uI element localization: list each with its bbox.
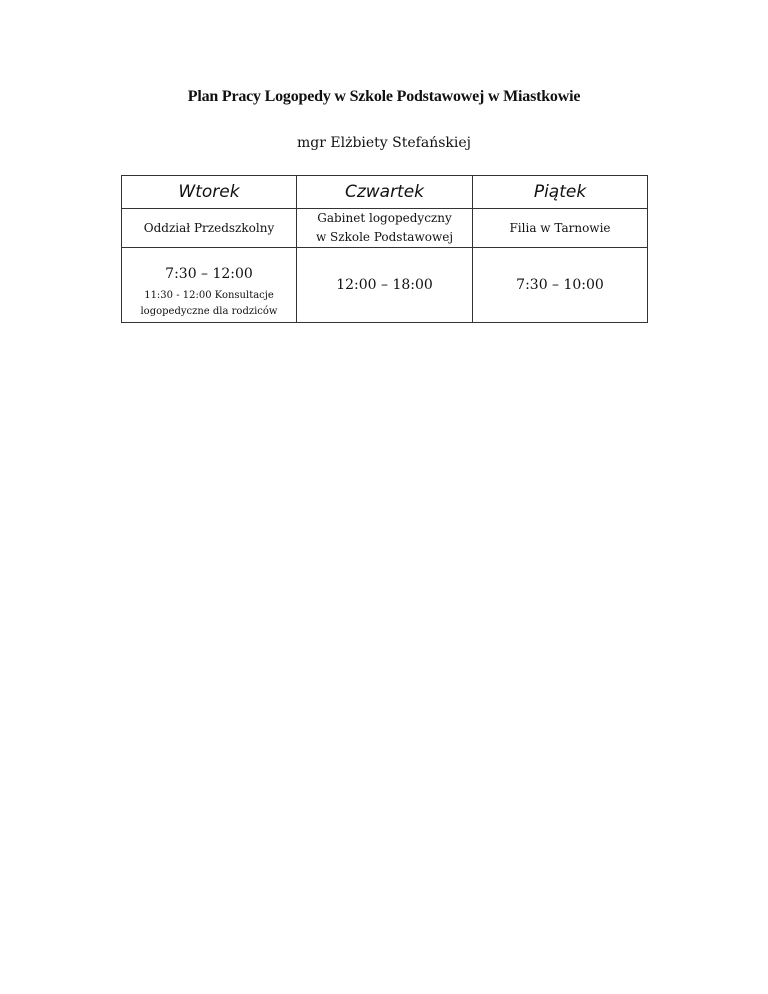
place-thursday-line-1: Gabinet logopedyczny <box>317 211 452 225</box>
time-thursday: 12:00 – 18:00 <box>336 277 433 293</box>
place-cell-friday <box>473 209 648 248</box>
place-cell-thursday <box>297 209 473 248</box>
time-cell-tuesday <box>122 248 297 323</box>
consultation-note-line-1: 11:30 - 12:00 Konsultacje <box>144 290 274 301</box>
place-friday: Filia w Tarnowie <box>509 220 611 235</box>
time-friday: 7:30 – 10:00 <box>516 277 604 293</box>
place-tuesday: Oddział Przedszkolny <box>143 220 275 235</box>
place-cell-tuesday <box>122 209 297 248</box>
time-tuesday: 7:30 – 12:00 <box>165 266 253 282</box>
document-title: Plan Pracy Logopedy w Szkole Podstawowej w Miastkowie <box>187 88 581 105</box>
time-cell-friday <box>473 248 648 323</box>
schedule-table <box>121 175 648 323</box>
time-cell-thursday <box>297 248 473 323</box>
day-header-friday: Piątek <box>473 176 648 209</box>
document-subtitle: mgr Elżbiety Stefańskiej <box>297 135 471 151</box>
consultation-note-line-2: logopedyczne dla rodziców <box>140 306 278 317</box>
day-header-tuesday: Wtorek <box>122 176 297 209</box>
day-header-thursday: Czwartek <box>297 176 473 209</box>
consultation-note <box>122 288 296 320</box>
place-thursday-line-2: w Szkole Podstawowej <box>315 230 454 244</box>
day-header-row <box>122 176 648 209</box>
place-row <box>122 209 648 248</box>
time-row <box>122 248 648 323</box>
